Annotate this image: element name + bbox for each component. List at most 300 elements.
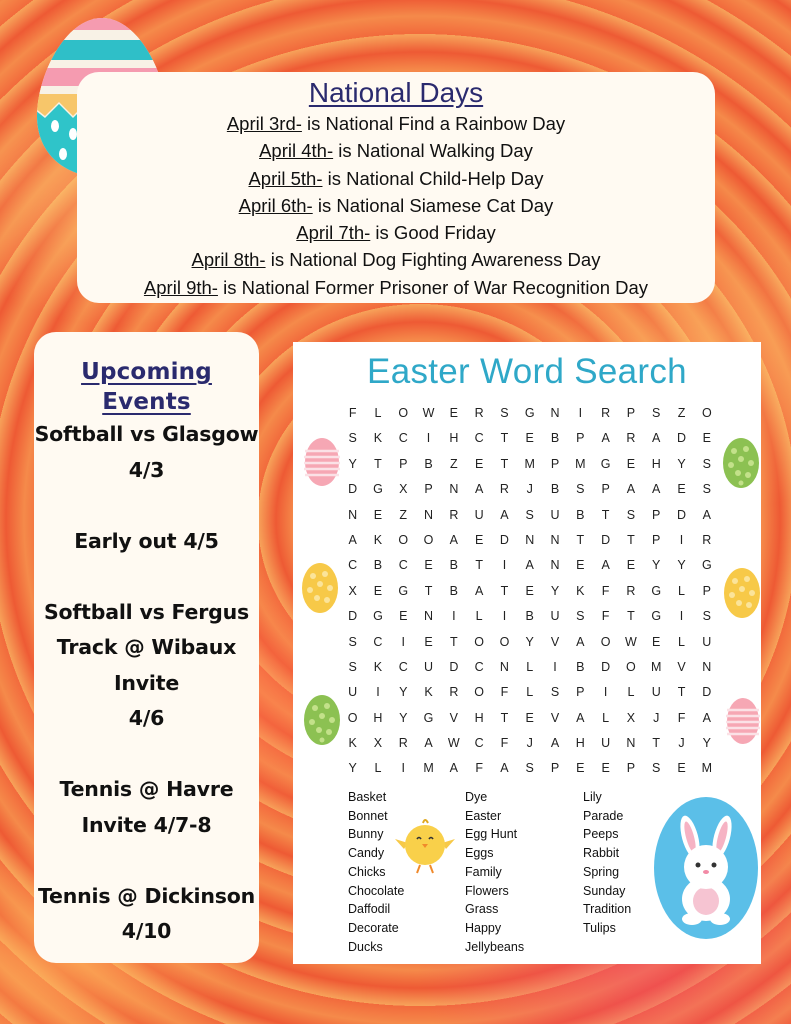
- event-spacer: [34, 559, 259, 595]
- word-search-title: Easter Word Search: [367, 352, 687, 391]
- upcoming-events-list: [34, 417, 259, 950]
- grid-letter: Y: [550, 583, 560, 598]
- grid-letter: L: [374, 406, 382, 420]
- grid-letter: R: [499, 482, 509, 497]
- grid-letter: S: [626, 507, 636, 522]
- grid-letter: P: [550, 456, 560, 471]
- grid-letter: U: [651, 685, 661, 700]
- grid-letter: A: [576, 634, 585, 649]
- grid-letter: E: [626, 558, 636, 573]
- grid-letter: K: [373, 431, 383, 446]
- grid-letter: C: [398, 431, 408, 446]
- grid-letter: D: [702, 685, 712, 700]
- grid-letter: T: [500, 431, 509, 446]
- national-day-text: is Good Friday: [370, 222, 496, 244]
- grid-letter: J: [526, 482, 533, 497]
- grid-letter: A: [601, 558, 610, 573]
- grid-letter: S: [652, 406, 661, 420]
- grid-letter: N: [550, 406, 560, 420]
- grid-letter: S: [652, 761, 661, 776]
- grid-letter: G: [651, 583, 662, 598]
- grid-letter: I: [502, 609, 507, 624]
- grid-letter: C: [348, 558, 358, 573]
- event-line: Track @ Wibaux: [56, 635, 237, 659]
- grid-letter: O: [499, 634, 510, 649]
- grid-letter: T: [601, 507, 610, 522]
- grid-letter: A: [702, 507, 711, 522]
- grid-letter: F: [601, 583, 610, 598]
- grid-letter: E: [474, 456, 484, 471]
- national-day-date: April 4th-: [259, 140, 334, 162]
- national-day-item: [77, 274, 715, 301]
- grid-letter: R: [474, 406, 484, 420]
- grid-letter: E: [373, 507, 383, 522]
- grid-letter: B: [373, 558, 383, 573]
- grid-letter: I: [452, 609, 456, 624]
- grid-letter: H: [651, 456, 661, 471]
- grid-letter: A: [449, 761, 458, 776]
- grid-letter: F: [500, 736, 509, 751]
- grid-letter: T: [627, 532, 635, 547]
- word-list-item: Dye: [465, 790, 488, 804]
- event-line: 4/10: [121, 919, 172, 943]
- grid-letter: S: [702, 482, 711, 497]
- grid-letter: D: [499, 532, 509, 547]
- grid-letter: A: [424, 736, 433, 751]
- word-list-item: Tulips: [583, 920, 616, 935]
- upcoming-events-card: [34, 332, 259, 963]
- grid-letter: O: [398, 532, 409, 547]
- grid-letter: B: [576, 507, 585, 522]
- grid-letter: T: [652, 736, 661, 751]
- national-day-date: April 3rd-: [226, 113, 302, 134]
- grid-letter: G: [701, 558, 712, 573]
- grid-letter: A: [525, 558, 534, 573]
- national-day-text: is National Child-Help Day: [322, 167, 544, 189]
- grid-letter: G: [524, 406, 535, 420]
- grid-letter: H: [373, 710, 383, 725]
- grid-letter: X: [348, 583, 357, 598]
- grid-letter: O: [423, 532, 434, 547]
- grid-letter: I: [401, 634, 405, 649]
- grid-letter: E: [626, 456, 636, 471]
- grid-letter: I: [401, 761, 405, 776]
- grid-letter: O: [701, 406, 712, 420]
- green-egg-icon: [722, 437, 760, 489]
- yellow-egg-icon: [301, 562, 339, 614]
- grid-letter: S: [500, 406, 509, 420]
- grid-letter: A: [449, 532, 458, 547]
- grid-letter: A: [702, 710, 711, 725]
- grid-letter: G: [423, 710, 434, 725]
- grid-letter: N: [525, 532, 535, 547]
- word-list-item: Flowers: [465, 883, 509, 898]
- grid-letter: B: [525, 609, 534, 624]
- grid-letter: A: [652, 431, 661, 446]
- grid-letter: F: [601, 609, 610, 624]
- grid-letter: O: [600, 634, 611, 649]
- grid-letter: A: [576, 710, 585, 725]
- grid-letter: V: [677, 659, 686, 674]
- grid-letter: I: [502, 558, 507, 573]
- chick-icon: [390, 815, 460, 877]
- grid-letter: N: [626, 736, 636, 751]
- grid-letter: Y: [677, 456, 686, 471]
- grid-letter: L: [475, 609, 483, 624]
- event-line: Softball vs Glasgow: [34, 422, 259, 446]
- national-day-item: [77, 219, 715, 246]
- grid-letter: V: [550, 634, 560, 649]
- grid-letter: S: [525, 761, 534, 776]
- grid-letter: N: [449, 482, 459, 497]
- grid-letter: J: [526, 736, 533, 751]
- grid-letter: K: [348, 736, 357, 751]
- grid-letter: N: [550, 532, 560, 547]
- grid-letter: T: [500, 583, 509, 598]
- grid-letter: E: [677, 482, 686, 497]
- word-list-column-2: [465, 788, 524, 956]
- grid-letter: P: [626, 406, 636, 420]
- grid-letter: E: [652, 634, 661, 649]
- word-list-item: Ducks: [348, 939, 383, 954]
- grid-letter: T: [677, 685, 686, 700]
- grid-letter: Y: [348, 456, 357, 471]
- grid-letter: H: [449, 431, 459, 446]
- grid-letter: C: [474, 659, 484, 674]
- event-line: Invite 4/7-8: [81, 812, 212, 837]
- grid-letter: S: [348, 431, 357, 446]
- yellow-egg-icon: [723, 567, 761, 619]
- word-list-item: Peeps: [583, 827, 619, 842]
- grid-letter: R: [626, 431, 636, 446]
- grid-letter: L: [678, 583, 685, 598]
- grid-letter: B: [424, 456, 433, 471]
- grid-letter: B: [550, 482, 560, 497]
- event-spacer: [34, 737, 259, 773]
- national-day-date: April 8th-: [191, 249, 266, 271]
- green-egg-icon: [303, 694, 341, 746]
- pink-egg-icon: [304, 437, 340, 487]
- word-list-item: Bonnet: [348, 808, 388, 823]
- grid-letter: M: [575, 456, 586, 471]
- grid-letter: K: [576, 583, 585, 598]
- grid-letter: F: [500, 685, 509, 700]
- grid-letter: Y: [702, 736, 711, 751]
- grid-letter: S: [702, 456, 711, 471]
- grid-letter: C: [474, 431, 484, 446]
- grid-letter: E: [424, 634, 433, 649]
- word-list-item: Parade: [583, 808, 624, 823]
- grid-letter: Y: [677, 558, 686, 573]
- event-line: Invite: [113, 670, 180, 695]
- grid-letter: D: [676, 507, 687, 522]
- grid-letter: U: [550, 507, 560, 522]
- grid-letter: Z: [399, 507, 408, 522]
- national-day-date: April 7th-: [296, 222, 371, 244]
- grid-letter: D: [449, 659, 459, 674]
- grid-letter: P: [576, 685, 585, 700]
- grid-letter: Y: [399, 685, 408, 700]
- grid-letter: A: [474, 583, 484, 598]
- word-list-item: Decorate: [348, 920, 399, 935]
- grid-letter: H: [575, 736, 585, 751]
- word-list-item: Chocolate: [348, 883, 405, 898]
- grid-letter: P: [399, 456, 408, 471]
- national-day-text: is National Find a Rainbow Day: [301, 113, 566, 134]
- grid-letter: T: [576, 532, 585, 547]
- grid-letter: E: [702, 431, 711, 446]
- grid-letter: G: [600, 456, 611, 471]
- grid-letter: C: [373, 634, 383, 649]
- grid-letter: C: [474, 736, 484, 751]
- grid-letter: M: [423, 761, 434, 776]
- event-line: Early out 4/5: [74, 528, 219, 553]
- national-day-date: April 9th-: [143, 276, 218, 298]
- grid-letter: E: [474, 532, 484, 547]
- event-spacer: [34, 843, 259, 879]
- grid-letter: I: [679, 609, 684, 624]
- grid-letter: G: [373, 609, 383, 624]
- grid-letter: P: [424, 482, 433, 497]
- grid-letter: U: [601, 736, 611, 751]
- grid-letter: P: [652, 532, 661, 547]
- word-list-item: Grass: [465, 902, 499, 917]
- grid-letter: C: [398, 558, 408, 573]
- grid-letter: P: [576, 431, 585, 446]
- national-day-item: [77, 137, 715, 164]
- national-day-text: is National Former Prisoner of War Recognition Day: [217, 276, 649, 298]
- word-list-item: Easter: [465, 808, 502, 823]
- grid-letter: R: [449, 685, 459, 700]
- grid-letter: E: [399, 609, 408, 624]
- grid-letter: E: [373, 583, 383, 598]
- word-list-item: Happy: [465, 920, 502, 935]
- grid-letter: U: [424, 659, 434, 674]
- grid-letter: V: [449, 710, 458, 725]
- grid-letter: F: [677, 710, 686, 725]
- grid-letter: K: [373, 659, 383, 674]
- grid-letter: R: [398, 736, 408, 751]
- word-list-item: Bunny: [348, 827, 384, 842]
- letter-grid: [340, 401, 719, 782]
- national-days-list: [77, 110, 715, 301]
- grid-letter: S: [576, 609, 585, 624]
- grid-letter: P: [601, 482, 610, 497]
- event-line: Tennis @ Havre: [59, 777, 234, 801]
- grid-letter: B: [449, 558, 458, 573]
- grid-letter: X: [399, 482, 408, 497]
- national-days-title: National Days: [308, 77, 484, 108]
- grid-letter: D: [348, 482, 358, 497]
- event-spacer: [34, 488, 259, 524]
- word-list-item: Sunday: [583, 883, 626, 898]
- event-line: 4/6: [128, 706, 165, 730]
- grid-letter: A: [474, 482, 484, 497]
- national-day-text: is National Walking Day: [333, 140, 533, 162]
- grid-letter: W: [422, 406, 435, 420]
- grid-letter: Z: [677, 406, 686, 420]
- grid-letter: J: [653, 710, 660, 725]
- grid-letter: O: [474, 685, 484, 700]
- grid-letter: B: [550, 431, 560, 446]
- grid-letter: G: [651, 609, 662, 624]
- grid-letter: Z: [450, 456, 458, 471]
- grid-letter: L: [374, 761, 382, 776]
- national-day-date: April 5th-: [248, 167, 323, 189]
- grid-letter: E: [601, 761, 610, 776]
- grid-letter: J: [678, 736, 685, 751]
- grid-letter: L: [678, 634, 685, 649]
- word-list-column-3: [583, 788, 631, 938]
- grid-letter: X: [373, 736, 383, 751]
- grid-letter: V: [550, 710, 560, 725]
- grid-letter: C: [398, 659, 408, 674]
- grid-letter: L: [526, 685, 534, 700]
- pink-egg-icon: [726, 697, 760, 745]
- grid-letter: A: [500, 761, 509, 776]
- grid-letter: N: [550, 558, 560, 573]
- grid-letter: I: [679, 532, 684, 547]
- grid-letter: I: [553, 659, 557, 674]
- grid-letter: O: [626, 659, 636, 674]
- bunny-icon: [652, 795, 760, 942]
- grid-letter: T: [424, 583, 433, 598]
- grid-letter: S: [550, 685, 560, 700]
- grid-letter: A: [626, 482, 636, 497]
- grid-letter: A: [601, 431, 610, 446]
- grid-letter: G: [373, 482, 383, 497]
- grid-letter: A: [348, 532, 357, 547]
- grid-letter: N: [424, 609, 434, 624]
- national-day-text: is National Dog Fighting Awareness Day: [265, 249, 601, 271]
- grid-letter: I: [376, 685, 380, 700]
- event-line: 4/3: [128, 457, 165, 482]
- grid-letter: A: [500, 507, 509, 522]
- event-line: Tennis @ Dickinson: [37, 883, 256, 908]
- grid-letter: L: [526, 659, 534, 674]
- grid-letter: U: [550, 609, 560, 624]
- grid-letter: K: [373, 532, 383, 547]
- grid-letter: Y: [348, 761, 357, 776]
- grid-letter: X: [626, 710, 636, 725]
- grid-letter: F: [348, 406, 357, 420]
- grid-letter: T: [475, 558, 483, 573]
- grid-letter: T: [627, 609, 635, 624]
- grid-letter: A: [550, 736, 560, 751]
- grid-letter: S: [525, 507, 534, 522]
- national-day-item: [77, 110, 715, 137]
- word-list-item: Egg Hunt: [465, 827, 518, 842]
- grid-letter: K: [424, 685, 433, 700]
- word-list-item: Family: [465, 864, 502, 879]
- national-day-text: is National Siamese Cat Day: [312, 194, 554, 216]
- word-list-item: Candy: [348, 846, 385, 861]
- word-list-item: Daffodil: [348, 902, 391, 917]
- grid-letter: E: [525, 431, 534, 446]
- national-day-date: April 6th-: [238, 194, 313, 216]
- grid-letter: Y: [652, 558, 661, 573]
- grid-letter: Y: [399, 710, 408, 725]
- grid-letter: M: [651, 659, 662, 674]
- grid-letter: U: [348, 685, 358, 700]
- grid-letter: R: [702, 532, 712, 547]
- word-list-item: Rabbit: [583, 846, 620, 861]
- grid-letter: U: [702, 634, 712, 649]
- grid-letter: I: [578, 406, 583, 420]
- grid-letter: E: [576, 761, 585, 776]
- grid-letter: A: [652, 482, 661, 497]
- grid-letter: W: [625, 634, 637, 649]
- grid-letter: E: [449, 406, 458, 420]
- national-days-card: [77, 72, 715, 303]
- grid-letter: I: [603, 685, 608, 700]
- grid-letter: B: [576, 659, 585, 674]
- grid-letter: D: [601, 659, 611, 674]
- national-day-item: [77, 246, 715, 273]
- grid-letter: P: [702, 583, 711, 598]
- grid-letter: I: [426, 431, 431, 446]
- word-list-item: Eggs: [465, 846, 494, 861]
- grid-letter: O: [474, 634, 484, 649]
- grid-letter: D: [676, 431, 687, 446]
- grid-letter: N: [348, 507, 358, 522]
- grid-letter: O: [398, 406, 409, 420]
- word-list-item: Tradition: [583, 902, 632, 917]
- grid-letter: L: [627, 685, 635, 700]
- grid-letter: N: [702, 659, 712, 674]
- grid-letter: F: [475, 761, 483, 776]
- national-day-item: [77, 165, 715, 192]
- grid-letter: S: [348, 634, 357, 649]
- grid-letter: S: [348, 659, 357, 674]
- word-list-item: Spring: [583, 864, 620, 879]
- grid-letter: H: [474, 710, 484, 725]
- grid-letter: R: [601, 406, 611, 420]
- grid-letter: T: [500, 456, 509, 471]
- grid-letter: R: [626, 583, 636, 598]
- word-list-item: Lily: [583, 790, 602, 804]
- grid-letter: P: [550, 761, 560, 776]
- upcoming-events-title: Upcoming Events: [81, 359, 212, 415]
- grid-letter: N: [424, 507, 434, 522]
- grid-letter: G: [398, 583, 409, 598]
- grid-letter: P: [652, 507, 661, 522]
- grid-letter: D: [601, 532, 611, 547]
- grid-letter: T: [374, 456, 382, 471]
- grid-letter: W: [447, 736, 460, 751]
- grid-letter: M: [524, 456, 535, 471]
- grid-letter: M: [701, 761, 713, 776]
- grid-letter: T: [450, 634, 458, 649]
- grid-letter: Y: [525, 634, 534, 649]
- grid-letter: E: [677, 761, 686, 776]
- grid-letter: O: [347, 710, 358, 725]
- grid-letter: T: [500, 710, 509, 725]
- grid-letter: D: [348, 609, 358, 624]
- grid-letter: R: [449, 507, 459, 522]
- grid-letter: N: [499, 659, 509, 674]
- grid-letter: S: [702, 609, 711, 624]
- grid-letter: E: [525, 583, 534, 598]
- grid-letter: E: [424, 558, 433, 573]
- grid-letter: S: [576, 482, 585, 497]
- grid-letter: B: [449, 583, 458, 598]
- word-list-item: Jellybeans: [465, 939, 525, 954]
- word-list-item: Chicks: [348, 864, 386, 879]
- national-day-item: [77, 192, 715, 219]
- event-line: Softball vs Fergus: [43, 599, 250, 624]
- grid-letter: E: [525, 710, 534, 725]
